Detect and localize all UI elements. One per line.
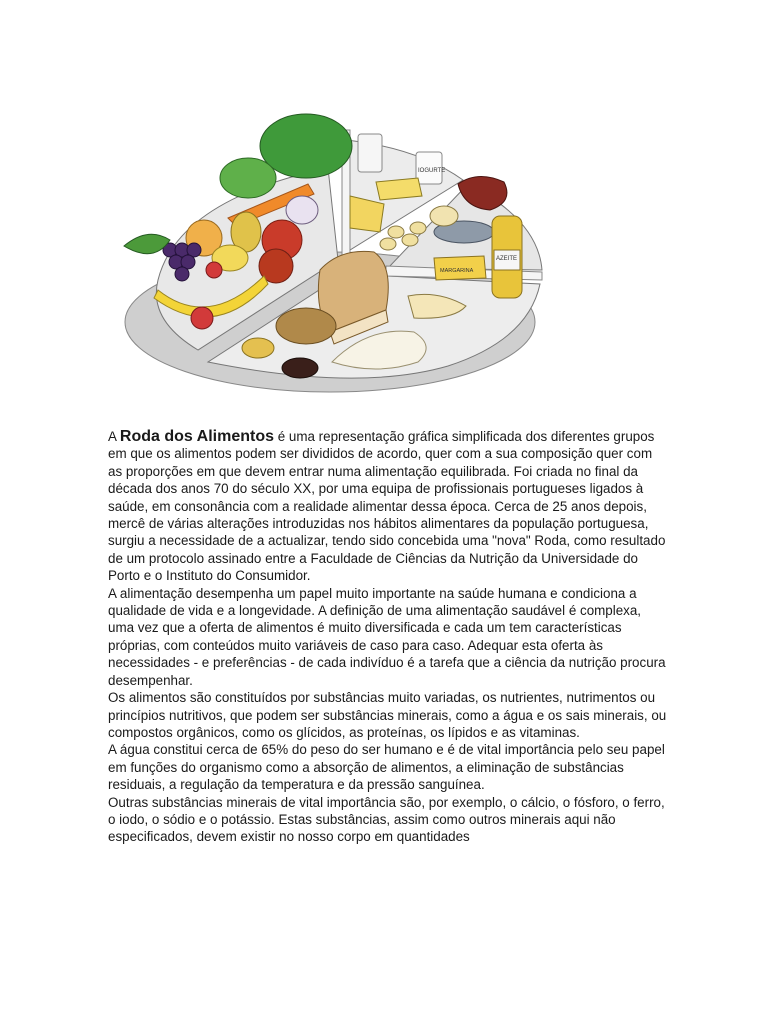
paragraph-minerais: Outras substâncias minerais de vital importância são, por exemplo, o cálcio, o fósforo, o ferro, o iodo, o sódio e o potássio. Estas substâncias, assim como outros minerais aqui não especificados, devem existir no nosso corpo em quantidades bbox=[108, 794, 665, 845]
broccoli bbox=[220, 158, 276, 198]
food-wheel-illustration bbox=[118, 100, 550, 410]
roda-dos-alimentos-term: Roda dos Alimentos bbox=[119, 428, 275, 445]
margarine-label: MARGARINA bbox=[440, 268, 474, 274]
intro-text: é uma representação gráfica simplificada dos diferentes grupos em que os alimentos podem ser divididos de acordo, quer com a sua composição quer com as proporções em que devem entrar numa alimentação equilibrada. Foi criada no final da década dos anos 70 do século XX, por uma equipa de profissionais portugueses ligados à saúde, em consonância com a realidade alimentar dessa época. Cerca de 25 anos depois, mercê de várias alterações introduzidas nos hábitos alimentares da população portuguesa, surgiu a necessidade de a actualizar, tendo sido concebida uma "nova" Roda, como resultado de um protocolo assinado entre a Faculdade de Ciências da Nutrição da Universidade do Porto e o Instituto do Consumidor. bbox=[108, 429, 666, 584]
intro-paragraph bbox=[108, 428, 668, 585]
cheese-block bbox=[376, 178, 422, 200]
strawberry bbox=[191, 307, 213, 329]
egg bbox=[430, 206, 458, 226]
strawberry-second bbox=[206, 262, 222, 278]
paragraph-nutrientes: Os alimentos são constituídos por substâncias muito variadas, os nutrientes, nutrimentos ou princípios nutritivos, que podem ser substâncias minerais, como a água e os sais minerais, ou compostos orgânicos, como os glícidos, as proteínas, os lípidos e as vitaminas. bbox=[108, 690, 667, 740]
potatoes bbox=[276, 308, 336, 344]
article-body bbox=[108, 428, 668, 846]
corn-grains bbox=[242, 338, 274, 358]
intro-prefix: A bbox=[108, 429, 120, 444]
lettuce bbox=[260, 114, 352, 178]
paragraph-agua: A água constitui cerca de 65% do peso do ser humano e é de vital importância pelo seu papel em funções do organismo como a absorção de alimentos, a eliminação de substâncias residuais, a regulação da temperatura e da pressão sanguínea. bbox=[108, 742, 665, 793]
turnip bbox=[286, 196, 318, 224]
dark-beans bbox=[282, 358, 318, 378]
milk-glass bbox=[358, 134, 382, 172]
olive-oil-label: AZEITE bbox=[496, 256, 518, 262]
paragraph-alimentacao: A alimentação desempenha um papel muito importante na saúde humana e condiciona a qualidade de vida e a longevidade. A definição de uma alimentação saudável é complexa, uma vez que a oferta de alimentos é muito diversificada e cada um tem características próprias, com conteúdos muito variáveis de caso para caso. Adequar esta oferta às necessidades - e preferências - de cada indivíduo é a tarefa que a ciência da nutrição procura desempenhar. bbox=[108, 585, 666, 688]
yogurt-label: IOGURTE bbox=[418, 168, 446, 174]
